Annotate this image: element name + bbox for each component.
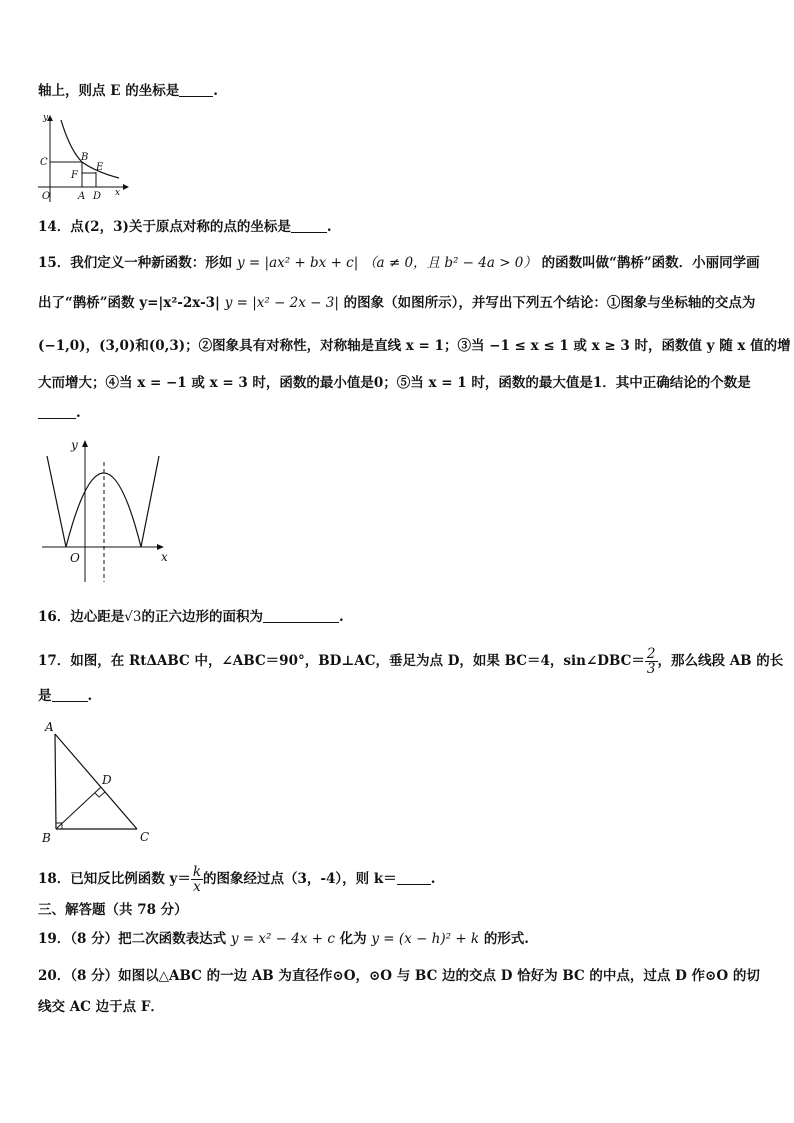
q16-root: √3 xyxy=(124,609,142,625)
q14-text: 14．点(2，3)关于原点对称的点的坐标是 xyxy=(38,219,291,235)
section-title: 三、解答题（共 78 分） xyxy=(38,902,188,918)
q16 xyxy=(38,608,764,626)
q20-line2-text: 线交 AC 边于点 F． xyxy=(38,999,164,1015)
q14 xyxy=(38,218,764,236)
q16-answer-blank xyxy=(263,608,339,623)
fig17-triangle xyxy=(38,716,158,848)
fig13-label-E: E xyxy=(96,162,104,173)
q15-function-expr: y = |x² − 2x − 3| xyxy=(224,295,339,311)
fig13-diagram xyxy=(34,112,134,204)
fig13-label-A: A xyxy=(78,191,86,202)
q14-end: . xyxy=(326,219,332,235)
fig15-label-y: y xyxy=(71,438,78,452)
section-header xyxy=(38,901,764,919)
q15-line1-text-b: 的函数叫做“鹊桥”函数．小丽同学画 xyxy=(541,255,760,271)
fig15-label-x: x xyxy=(161,550,168,564)
q20-line1 xyxy=(38,967,764,985)
q18-frac-num: k xyxy=(192,864,202,880)
q14-answer-blank xyxy=(291,218,327,233)
fig13-label-O: O xyxy=(42,191,51,202)
fig13-label-C: C xyxy=(40,157,48,168)
q18-answer-blank xyxy=(397,870,431,885)
q16-end: . xyxy=(339,609,344,625)
q15-line4 xyxy=(38,374,764,392)
q15-line5 xyxy=(38,404,764,422)
q17-text: 17．如图，在 RtΔABC 中，∠ABC＝90°，BD⊥AC，垂足为点 D，如果 BC＝4，sin∠DBC＝ xyxy=(38,653,645,669)
q19 xyxy=(38,930,764,948)
q17-line2-text: 是 xyxy=(38,688,52,704)
fig13-label-B: B xyxy=(81,152,89,163)
q18-fraction xyxy=(191,865,203,894)
fig15-graph xyxy=(38,434,178,586)
fig17-label-D: D xyxy=(102,773,112,787)
q15-line3-text: (−1,0)，(3,0)和(0,3)；②图象具有对称性，对称轴是直线 x = 1；③当 −1 ≤ x ≤ 1 或 x ≥ 3 时，函数值 y 随 x 值的增 xyxy=(38,338,791,354)
fig17-label-A: A xyxy=(45,720,54,734)
q17-answer-blank xyxy=(52,687,88,702)
q15-line3 xyxy=(38,337,791,355)
q19-text-c: 的形式. xyxy=(483,931,530,947)
q17-end: . xyxy=(87,688,93,704)
fig13-label-x: x xyxy=(115,188,121,198)
q15-line2 xyxy=(38,294,764,312)
q15-line1-text: 15．我们定义一种新函数：形如 xyxy=(38,255,233,271)
fig17-label-C: C xyxy=(140,830,150,844)
q13-end: . xyxy=(213,83,218,99)
q18-end: . xyxy=(430,871,436,887)
q17-line1 xyxy=(38,644,784,678)
q15-condition: （a ≠ 0，且 b² − 4a > 0） xyxy=(363,255,537,271)
fig15-label-O: O xyxy=(70,551,80,565)
q13-answer-blank xyxy=(179,82,213,97)
fig17-label-B: B xyxy=(42,831,51,845)
q17-frac-num: 2 xyxy=(646,646,656,662)
q17-line2 xyxy=(38,687,764,705)
q16-text-b: 的正六边形的面积为 xyxy=(141,609,263,625)
q15-line2-text-b: 的图象（如图所示），并写出下列五个结论：①图象与坐标轴的交点为 xyxy=(343,295,756,311)
q15-end: . xyxy=(76,405,81,421)
q19-expr1: y = x² − 4x + c xyxy=(230,931,335,947)
q15-line4-text: 大而增大；④当 x = −1 或 x = 3 时，函数的最小值是0；⑤当 x = 1 时，函数的最大值是1．其中正确结论的个数是 xyxy=(38,375,751,391)
q15-answer-blank xyxy=(38,404,76,419)
q19-text-b: 化为 xyxy=(339,931,367,947)
q20-line1-text: 20．（8 分）如图以△ABC 的一边 AB 为直径作⊙O，⊙O 与 BC 边的交点 D 恰好为 BC 的中点，过点 D 作⊙O 的切 xyxy=(38,968,760,984)
fig13-label-D: D xyxy=(93,191,102,202)
q18-text-b: 的图象经过点（3，-4），则 k＝ xyxy=(203,871,397,887)
q18-frac-den: x xyxy=(193,879,201,895)
q13-text: 轴上，则点 E 的坐标是 xyxy=(38,83,180,99)
q17-fraction xyxy=(645,647,658,676)
q16-text: 16．边心距是 xyxy=(38,609,125,625)
fig13-label-F: F xyxy=(71,170,78,181)
q18 xyxy=(38,862,764,896)
q13-tail xyxy=(38,82,764,100)
q17-frac-den: 3 xyxy=(646,661,656,677)
q19-expr2: y = (x − h)² + k xyxy=(371,931,480,947)
q15-general-form: y = |ax² + bx + c| xyxy=(237,255,359,271)
q15-line2-text: 出了“鹊桥”函数 y=|x²-2x-3| xyxy=(38,295,220,311)
q18-text: 18．已知反比例函数 y＝ xyxy=(38,871,191,887)
q17-text-b: ，那么线段 AB 的长 xyxy=(657,653,784,669)
q15-line1 xyxy=(38,254,764,272)
q20-line2 xyxy=(38,998,764,1016)
q19-text: 19．（8 分）把二次函数表达式 xyxy=(38,931,227,947)
fig13-label-y: y xyxy=(43,113,49,123)
